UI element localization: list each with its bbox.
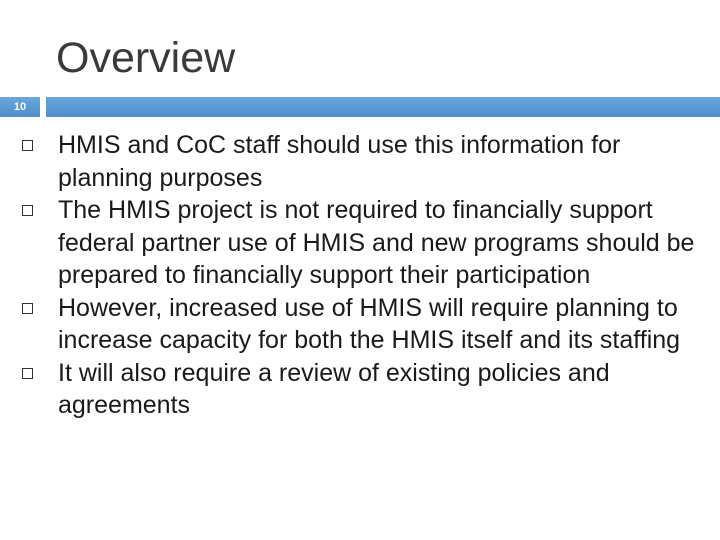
slide-title: Overview	[56, 34, 236, 82]
bullet-item	[18, 129, 708, 194]
square-bullet-icon	[22, 303, 33, 314]
bullet-item	[18, 357, 708, 422]
square-bullet-icon	[22, 205, 33, 216]
bullet-text: It will also require a review of existing policies and agreements	[58, 358, 610, 419]
title-accent-bar	[46, 97, 720, 117]
bullet-item	[18, 194, 708, 292]
square-bullet-icon	[22, 368, 33, 379]
bullet-text: The HMIS project is not required to financially support federal partner use of HMIS and new programs should be prepared to financially support their participation	[58, 196, 695, 289]
square-bullet-icon	[22, 140, 33, 151]
bullet-item	[18, 292, 708, 357]
slide-number: 10	[13, 101, 27, 113]
bullet-list	[18, 129, 708, 422]
bullet-text: However, increased use of HMIS will require planning to increase capacity for both the HMIS itself and its staffing	[58, 293, 681, 354]
bullet-text: HMIS and CoC staff should use this information for planning purposes	[58, 131, 621, 192]
slide-number-badge	[0, 97, 40, 117]
